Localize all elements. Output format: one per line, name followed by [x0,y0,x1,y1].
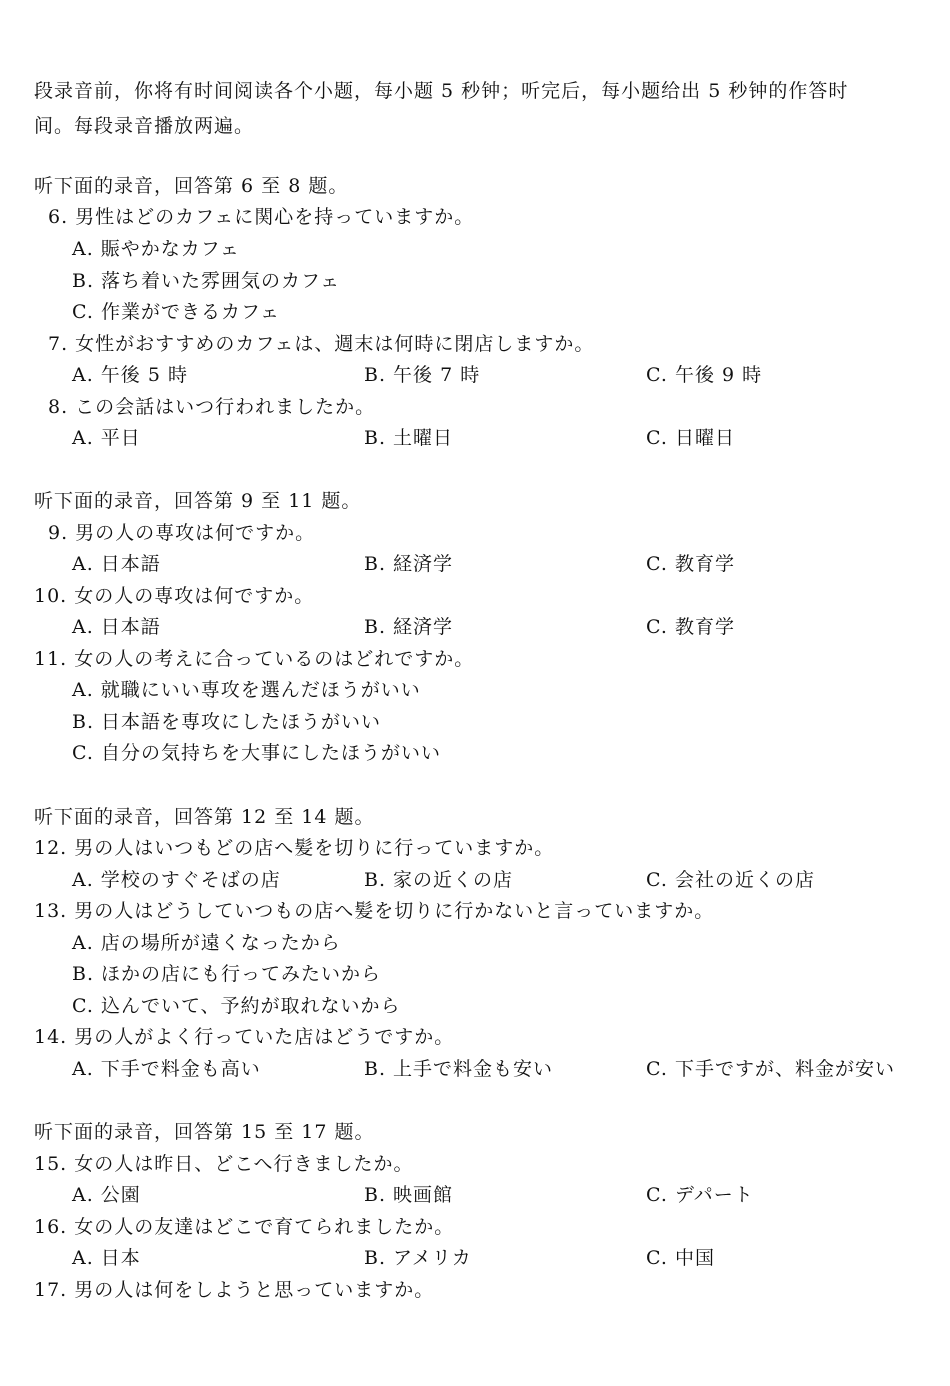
question-14-option-c: C. 下手ですが、料金が安い [646,1058,895,1080]
question-12-option-c: C. 会社の近くの店 [646,869,815,891]
question-15: 15. 女の人は昨日、どこへ行きましたか。 [34,1153,414,1175]
question-13-option-c: C. 込んでいて、予約が取れないから [72,995,401,1017]
question-7-option-c: C. 午後 9 時 [646,364,763,386]
question-9: 9. 男の人の専攻は何ですか。 [48,522,316,544]
question-10-option-a: A. 日本語 [72,616,161,638]
question-14-option-b: B. 上手で料金も安い [364,1058,554,1080]
section-heading-12-14: 听下面的录音，回答第 12 至 14 题。 [34,806,375,828]
question-15-option-a: A. 公園 [72,1184,141,1206]
question-8-option-a: A. 平日 [72,427,141,449]
question-14: 14. 男の人がよく行っていた店はどうですか。 [34,1026,455,1048]
section-heading-15-17: 听下面的录音，回答第 15 至 17 题。 [34,1121,375,1143]
question-9-option-b: B. 経済学 [364,553,454,575]
question-8-option-c: C. 日曜日 [646,427,735,449]
question-14-option-a: A. 下手で料金も高い [72,1058,261,1080]
question-16: 16. 女の人の友達はどこで育てられましたか。 [34,1216,455,1238]
question-9-option-a: A. 日本語 [72,553,161,575]
section-heading-9-11: 听下面的录音，回答第 9 至 11 题。 [34,490,362,512]
question-7-option-b: B. 午後 7 時 [364,364,481,386]
question-10-option-c: C. 教育学 [646,616,735,638]
question-16-option-a: A. 日本 [72,1247,141,1269]
question-12-option-a: A. 学校のすぐそばの店 [72,869,281,891]
question-7-option-a: A. 午後 5 時 [72,364,188,386]
question-6-option-c: C. 作業ができるカフェ [72,301,280,323]
intro-line-1: 段录音前，你将有时间阅读各个小题，每小题 5 秒钟；听完后，每小题给出 5 秒钟的作答时 [34,80,849,102]
question-15-option-c: C. デパート [646,1184,754,1206]
question-6-option-b: B. 落ち着いた雰囲気のカフェ [72,270,341,292]
question-6-option-a: A. 賑やかなカフェ [72,238,240,260]
question-7: 7. 女性がおすすめのカフェは、週末は何時に閉店しますか。 [48,333,595,355]
question-12-option-b: B. 家の近くの店 [364,869,514,891]
intro-line-2: 间。每段录音播放两遍。 [34,115,255,137]
section-heading-6-8: 听下面的录音，回答第 6 至 8 题。 [34,175,349,197]
question-11-option-a: A. 就職にいい専攻を選んだほうがいい [72,679,421,701]
question-10: 10. 女の人の専攻は何ですか。 [34,585,315,607]
question-12: 12. 男の人はいつもどの店へ髪を切りに行っていますか。 [34,837,555,859]
question-8: 8. この会話はいつ行われましたか。 [48,396,376,418]
question-11-option-b: B. 日本語を専攻にしたほうがいい [72,711,382,733]
question-16-option-c: C. 中国 [646,1247,715,1269]
question-17: 17. 男の人は何をしようと思っていますか。 [34,1279,435,1301]
question-13-option-a: A. 店の場所が遠くなったから [72,932,341,954]
question-11-option-c: C. 自分の気持ちを大事にしたほうがいい [72,742,441,764]
question-15-option-b: B. 映画館 [364,1184,454,1206]
question-13-option-b: B. ほかの店にも行ってみたいから [72,963,382,985]
question-6: 6. 男性はどのカフェに関心を持っていますか。 [48,206,475,228]
question-9-option-c: C. 教育学 [646,553,735,575]
question-13: 13. 男の人はどうしていつもの店へ髪を切りに行かないと言っていますか。 [34,900,715,922]
question-11: 11. 女の人の考えに合っているのはどれですか。 [34,648,475,670]
question-8-option-b: B. 土曜日 [364,427,454,449]
question-10-option-b: B. 経済学 [364,616,454,638]
question-16-option-b: B. アメリカ [364,1247,472,1269]
